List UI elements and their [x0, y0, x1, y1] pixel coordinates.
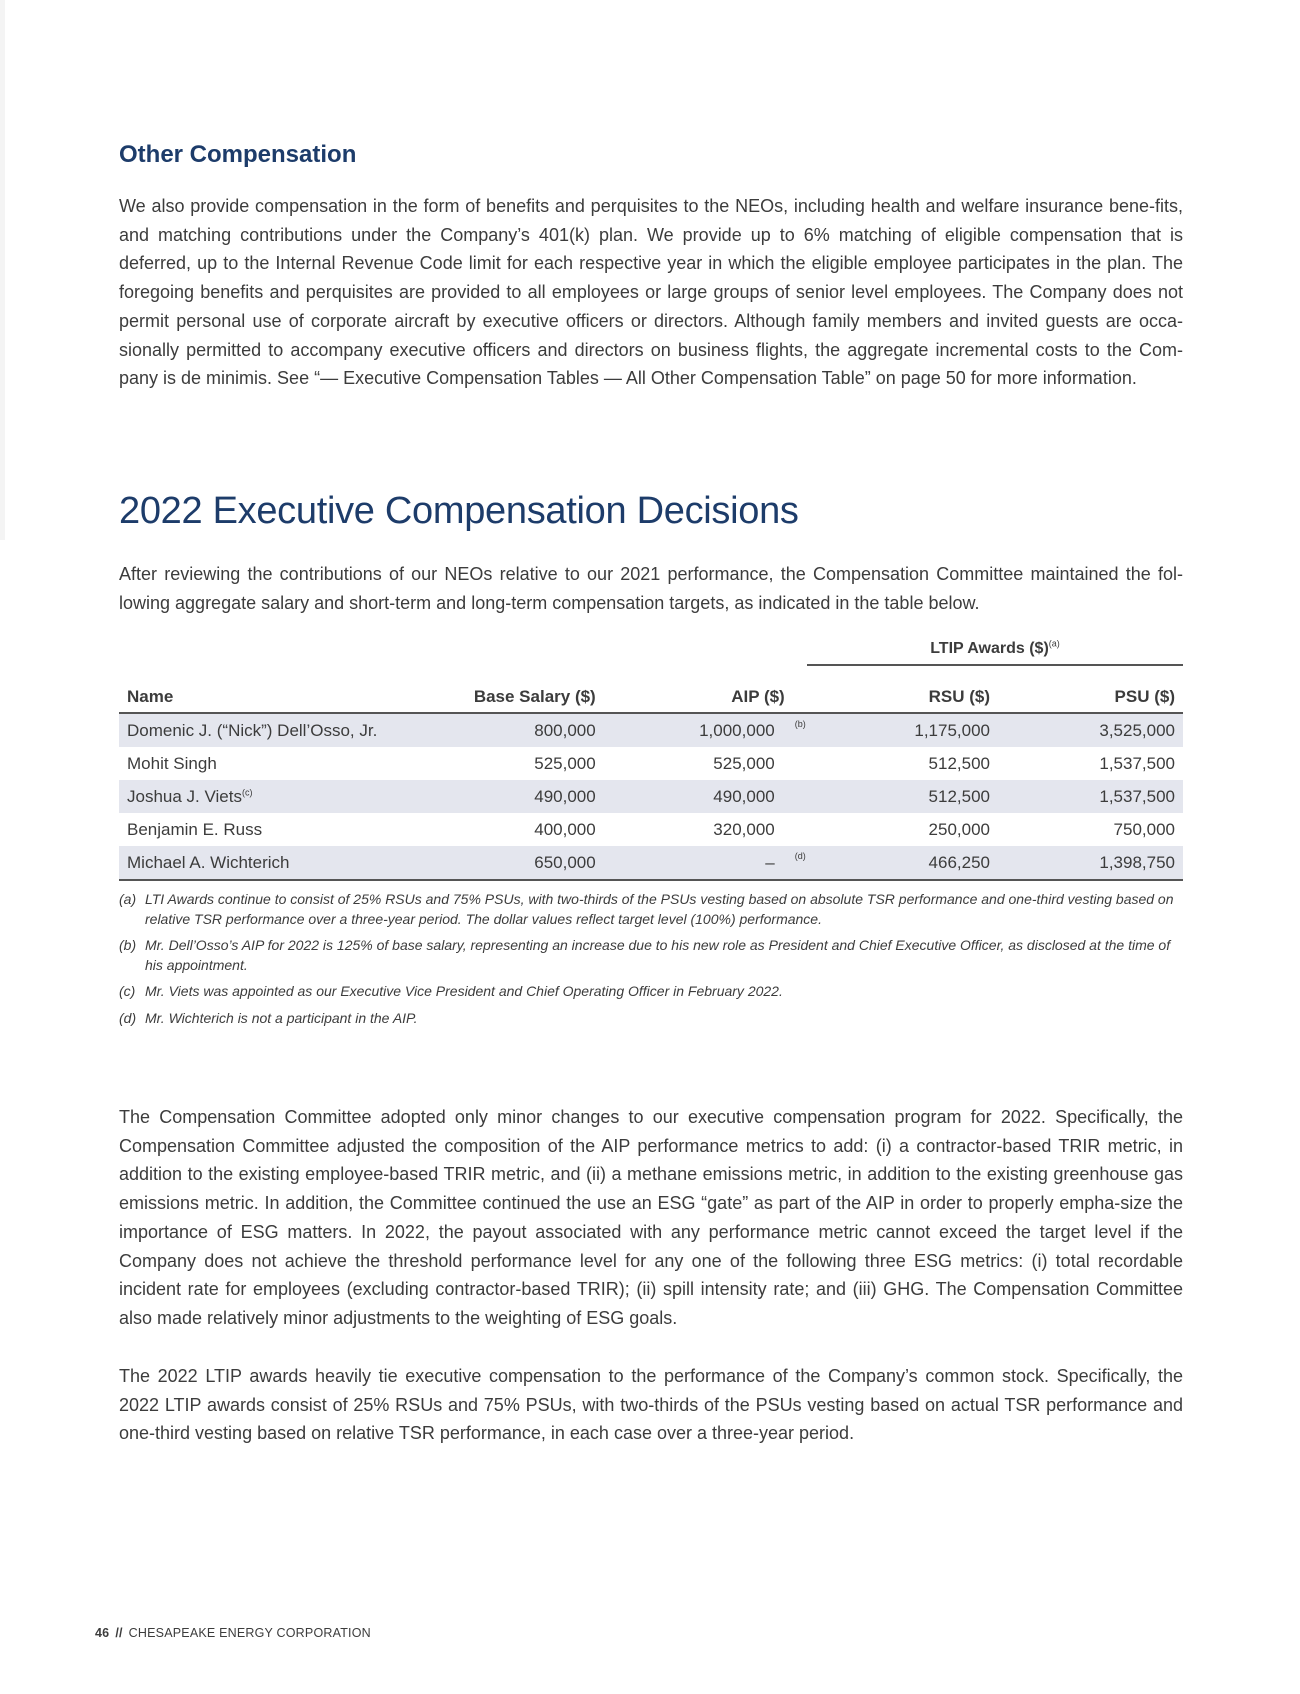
table-row	[119, 813, 1183, 846]
cell-name-text: Mohit Singh	[127, 753, 217, 773]
footer-separator: //	[115, 1626, 123, 1640]
column-header-base-salary: Base Salary ($)	[430, 682, 604, 713]
cell-aip-value: 525,000	[713, 753, 775, 773]
cell-rsu: 466,250	[793, 846, 998, 880]
cell-base-salary: 800,000	[430, 713, 604, 747]
cell-name-text: Michael A. Wichterich	[127, 852, 290, 872]
footnote-label: (c)	[119, 983, 136, 999]
cell-name-text: Joshua J. Viets	[127, 786, 242, 806]
table-row	[119, 780, 1183, 813]
cell-aip	[604, 747, 793, 780]
column-header-rsu: RSU ($)	[793, 682, 998, 713]
aip-footnote-ref: (d)	[794, 851, 806, 861]
cell-aip-value: 320,000	[713, 819, 775, 839]
cell-psu: 1,537,500	[1099, 753, 1175, 773]
cell-aip	[604, 713, 806, 747]
decisions-intro-paragraph: After reviewing the contributions of our NEOs relative to our 2021 performance, the Compensation Committee maintained the fol-lowing aggregate salary and short-term and long-term compensation targets, as indicated in the table below.	[119, 564, 1183, 613]
cell-aip-value: 1,000,000	[699, 720, 775, 740]
cell-aip-value: 490,000	[713, 786, 775, 806]
page-edge-shadow	[0, 0, 5, 540]
compensation-table-section	[119, 634, 1183, 1035]
ltip-awards-paragraph: The 2022 LTIP awards heavily tie executive compensation to the performance of the Company’s common stock. Specifically, the 2022 LTIP awards consist of 25% RSUs and 75% PSUs, with two-thirds of the PSUs vesting based on actual TSR performance and one-third vesting based on relative TSR performance, in each case over a three-year period.	[119, 1366, 1183, 1444]
cell-base-salary: 650,000	[430, 846, 604, 880]
cell-rsu: 250,000	[928, 819, 990, 839]
ltip-awards-footnote-ref: (a)	[1048, 638, 1060, 649]
cell-name	[119, 747, 430, 780]
cell-rsu: 1,175,000	[793, 713, 998, 747]
aip-footnote-ref: (b)	[794, 719, 806, 729]
table-row	[119, 713, 1183, 747]
cell-base-salary: 490,000	[430, 780, 604, 813]
table-header-row	[119, 682, 1183, 713]
cell-base-salary: 525,000	[534, 753, 596, 773]
footnote-text: LTI Awards continue to consist of 25% RSUs and 75% PSUs, with two-thirds of the PSUs vesting based on absolute TSR performance and one-third vesting based on relative TSR performance over a three-year period. The dollar values reflect target level (100%) performance.	[145, 891, 1174, 927]
page-number: 46	[95, 1626, 110, 1640]
cell-name	[119, 813, 430, 846]
cell-name-text: Benjamin E. Russ	[127, 819, 263, 839]
footnote-text: Mr. Wichterich is not a participant in the AIP.	[145, 1009, 418, 1026]
column-header-aip: AIP ($)	[604, 682, 793, 713]
ltip-awards-header-label: LTIP Awards ($)	[930, 640, 1049, 657]
table-footnotes	[119, 890, 1183, 1028]
cell-aip	[604, 780, 793, 813]
cell-psu: 1,537,500	[998, 780, 1183, 813]
footnote-text: Mr. Dell’Osso’s AIP for 2022 is 125% of base salary, representing an increase due to his new role as President and Chief Executive Officer, as disclosed at the time of his appointment.	[145, 937, 1171, 973]
other-compensation-heading: Other Compensation	[119, 141, 357, 168]
footnote-text: Mr. Viets was appointed as our Executive Vice President and Chief Operating Officer in February 2022.	[145, 983, 783, 999]
footnote-label: (b)	[119, 937, 137, 953]
cell-rsu: 512,500	[928, 753, 990, 773]
cell-aip	[604, 846, 806, 880]
footnote-item	[119, 1009, 1183, 1029]
cell-name-text: Domenic J. (“Nick”) Dell’Osso, Jr.	[127, 720, 378, 740]
cell-psu: 750,000	[1113, 819, 1175, 839]
cell-name	[119, 780, 430, 813]
footnote-label: (d)	[119, 1009, 137, 1026]
column-header-psu: PSU ($)	[998, 682, 1183, 713]
cell-rsu: 512,500	[793, 780, 998, 813]
cell-psu: 3,525,000	[998, 713, 1183, 747]
program-changes-paragraph: The Compensation Committee adopted only minor changes to our executive compensation program for 2022. Specifically, the Compensation Committee adjusted the composition of the AIP performance metrics to add: (i) a contractor-based TRIR metric, in addition to the existing employee-based TRIR metric, and (ii) a methane emissions metric, in addition to the existing greenhouse gas emissions metric. In addition, the Committee continued the use an ESG “gate” as part of the AIP in order to properly empha-size the importance of ESG matters. In 2022, the payout associated with any performance metric cannot exceed the target level if the Company does not achieve the threshold performance level for any one of the following three ESG metrics: (i) total recordable incident rate for employees (excluding contractor-based TRIR); (ii) spill intensity rate; and (iii) GHG. The Compensation Committee also made relatively minor adjustments to the weighting of ESG goals.	[119, 1107, 1183, 1328]
table-row	[119, 846, 1183, 880]
name-footnote-ref: (c)	[241, 786, 253, 797]
column-header-name: Name	[119, 682, 430, 713]
page-footer	[95, 1626, 371, 1640]
other-compensation-paragraph: We also provide compensation in the form of benefits and perquisites to the NEOs, including health and welfare insurance bene-fits, and matching contributions under the Company’s 401(k) plan. We provide up to 6% matching of eligible compensation that is deferred, up to the Internal Revenue Code limit for each respective year in which the eligible employee participates in the plan. The foregoing benefits and perquisites are provided to all employees or large groups of senior level employees. The Company does not permit personal use of corporate aircraft by executive officers or directors. Although family members and invited guests are occa-sionally permitted to accompany executive officers and directors on business flights, the aggregate incremental costs to the Com-pany is de minimis. See “— Executive Compensation Tables — All Other Compensation Table” on page 50 for more information.	[119, 196, 1183, 389]
cell-name	[119, 713, 430, 747]
ltip-group-header-row	[119, 634, 1183, 668]
table-row	[119, 747, 1183, 780]
cell-aip	[604, 813, 793, 846]
cell-name	[119, 846, 430, 880]
cell-psu: 1,398,750	[998, 846, 1183, 880]
cell-aip-value: –	[765, 852, 775, 872]
footnote-item	[119, 936, 1183, 975]
footnote-item	[119, 890, 1183, 929]
decisions-heading: 2022 Executive Compensation Decisions	[119, 490, 799, 532]
footnote-label: (a)	[119, 891, 137, 907]
footnote-item	[119, 982, 1183, 1002]
ltip-awards-header	[807, 634, 1183, 666]
compensation-table	[119, 682, 1183, 881]
cell-base-salary: 400,000	[534, 819, 596, 839]
footer-company-name: CHESAPEAKE ENERGY CORPORATION	[128, 1626, 371, 1640]
